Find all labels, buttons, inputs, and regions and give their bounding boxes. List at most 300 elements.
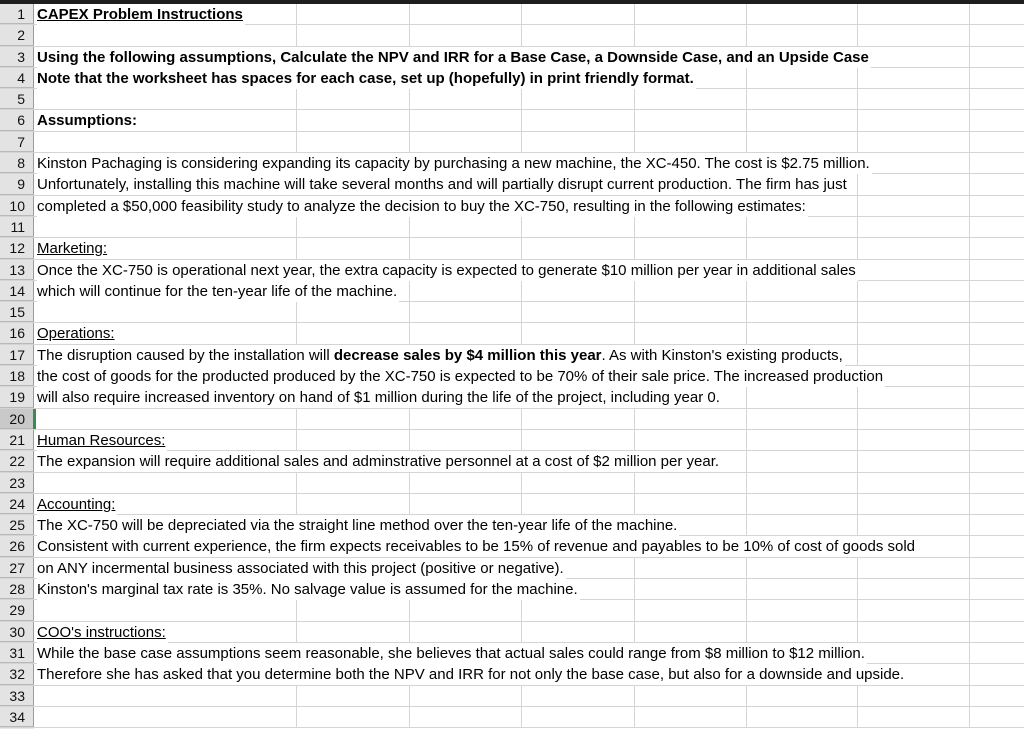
column-gridline	[409, 473, 410, 493]
cell-text	[37, 174, 849, 195]
cell-text	[37, 558, 566, 579]
column-gridline	[296, 430, 297, 450]
cell-text-segment: completed a $50,000 feasibility study to analyze the decision to buy the XC-750, resulting in the following estimates:	[37, 197, 806, 215]
column-gridline	[969, 430, 970, 450]
column-gridline	[296, 409, 297, 429]
table-row[interactable]	[0, 4, 1024, 25]
cell-text-segment: While the base case assumptions seem reasonable, she believes that actual sales could range from $8 million to $12 million.	[37, 644, 865, 662]
row-cells[interactable]	[34, 686, 1024, 706]
column-gridline	[746, 281, 747, 301]
column-gridline	[409, 238, 410, 258]
column-gridline	[969, 409, 970, 429]
row-cells[interactable]	[34, 4, 1024, 24]
cell-text-segment: The disruption caused by the installation will	[37, 346, 334, 364]
table-row[interactable]	[0, 686, 1024, 707]
row-header[interactable]: 32	[0, 664, 34, 684]
row-cells[interactable]	[34, 238, 1024, 258]
column-gridline	[296, 686, 297, 706]
column-gridline	[634, 238, 635, 258]
column-gridline	[857, 110, 858, 130]
cell-text-segment: on ANY incermental business associated with this project (positive or negative).	[37, 559, 564, 577]
column-gridline	[969, 366, 970, 386]
row-header[interactable]: 10	[0, 196, 34, 216]
cell-text	[37, 515, 679, 536]
column-gridline	[521, 686, 522, 706]
row-header[interactable]: 17	[0, 345, 34, 365]
column-gridline	[296, 302, 297, 322]
column-gridline	[746, 600, 747, 620]
row-cells[interactable]	[34, 89, 1024, 109]
column-gridline	[857, 515, 858, 535]
column-gridline	[409, 600, 410, 620]
column-gridline	[857, 345, 858, 365]
column-gridline	[634, 323, 635, 343]
column-gridline	[969, 238, 970, 258]
cell-text-segment: Accounting:	[37, 495, 116, 513]
column-gridline	[746, 579, 747, 599]
row-header[interactable]: 7	[0, 132, 34, 152]
table-row[interactable]	[0, 558, 1024, 579]
table-row[interactable]	[0, 387, 1024, 408]
column-gridline	[969, 174, 970, 194]
row-cells[interactable]	[34, 323, 1024, 343]
column-gridline	[969, 558, 970, 578]
cell-text	[37, 494, 117, 515]
cell-text-segment: Therefore she has asked that you determine both the NPV and IRR for not only the base case, but also for a downside and upside.	[37, 666, 905, 684]
cell-text-segment: Assumptions:	[37, 112, 138, 130]
table-row[interactable]	[0, 132, 1024, 153]
column-gridline	[296, 110, 297, 130]
column-gridline	[296, 600, 297, 620]
table-row[interactable]	[0, 473, 1024, 494]
row-cells[interactable]	[34, 451, 1024, 471]
column-gridline	[409, 4, 410, 24]
cell-text-segment: CAPEX Problem Instructions	[37, 6, 243, 23]
column-gridline	[857, 494, 858, 514]
cell-text	[37, 47, 871, 68]
column-gridline	[296, 4, 297, 24]
column-gridline	[409, 217, 410, 237]
row-cells[interactable]	[34, 494, 1024, 514]
cell-text-segment: Unfortunately, installing this machine will take several months and will partially disrupt current production. The firm has just	[37, 176, 847, 194]
column-gridline	[969, 600, 970, 620]
table-row[interactable]	[0, 515, 1024, 536]
table-row[interactable]	[0, 174, 1024, 195]
row-header[interactable]: 18	[0, 366, 34, 386]
row-cells[interactable]	[34, 664, 1024, 684]
column-gridline	[746, 387, 747, 407]
column-gridline	[857, 196, 858, 216]
table-row[interactable]	[0, 430, 1024, 451]
column-gridline	[969, 302, 970, 322]
row-header[interactable]: 15	[0, 302, 34, 322]
column-gridline	[746, 217, 747, 237]
row-header[interactable]: 8	[0, 153, 34, 173]
column-gridline	[521, 707, 522, 727]
column-gridline	[746, 89, 747, 109]
column-gridline	[746, 558, 747, 578]
column-gridline	[969, 25, 970, 45]
cell-text-segment: will also require increased inventory on hand of $1 million during the life of the project, including year 0.	[37, 389, 720, 407]
column-gridline	[969, 132, 970, 152]
column-gridline	[746, 686, 747, 706]
column-gridline	[409, 110, 410, 130]
column-gridline	[521, 25, 522, 45]
column-gridline	[969, 47, 970, 67]
row-cells[interactable]	[34, 302, 1024, 322]
cell-text	[37, 281, 399, 302]
column-gridline	[969, 110, 970, 130]
column-gridline	[521, 494, 522, 514]
column-gridline	[969, 451, 970, 471]
cell-text	[37, 4, 245, 25]
table-row[interactable]	[0, 536, 1024, 557]
row-cells[interactable]	[34, 174, 1024, 194]
row-cells[interactable]	[34, 196, 1024, 216]
row-cells[interactable]	[34, 345, 1024, 365]
column-gridline	[634, 600, 635, 620]
table-row[interactable]	[0, 110, 1024, 131]
row-cells[interactable]	[34, 643, 1024, 663]
row-header[interactable]: 28	[0, 579, 34, 599]
column-gridline	[521, 281, 522, 301]
row-header[interactable]: 6	[0, 110, 34, 130]
column-gridline	[969, 536, 970, 556]
table-row[interactable]	[0, 579, 1024, 600]
row-cells[interactable]	[34, 622, 1024, 642]
column-gridline	[634, 281, 635, 301]
column-gridline	[409, 494, 410, 514]
table-row[interactable]	[0, 47, 1024, 68]
column-gridline	[409, 281, 410, 301]
column-gridline	[969, 579, 970, 599]
table-row[interactable]	[0, 68, 1024, 89]
cell-text	[37, 153, 872, 174]
column-gridline	[969, 515, 970, 535]
column-gridline	[746, 110, 747, 130]
cell-text	[37, 366, 885, 387]
cell-text-segment: Consistent with current experience, the firm expects receivables to be 15% of revenue and payables to be 10% of cost of goods sold	[37, 538, 916, 556]
column-gridline	[409, 132, 410, 152]
column-gridline	[409, 89, 410, 109]
cell-text	[37, 387, 722, 408]
table-row[interactable]	[0, 707, 1024, 728]
cell-text-segment: Operations:	[37, 325, 115, 343]
column-gridline	[634, 622, 635, 642]
table-row[interactable]	[0, 260, 1024, 281]
column-gridline	[969, 68, 970, 88]
column-gridline	[746, 473, 747, 493]
column-gridline	[296, 25, 297, 45]
row-header[interactable]: 20	[0, 409, 34, 429]
table-row[interactable]	[0, 622, 1024, 643]
row-header[interactable]: 26	[0, 536, 34, 556]
table-row[interactable]	[0, 643, 1024, 664]
row-cells[interactable]	[34, 217, 1024, 237]
row-header[interactable]: 29	[0, 600, 34, 620]
row-header[interactable]: 24	[0, 494, 34, 514]
column-gridline	[857, 558, 858, 578]
column-gridline	[969, 89, 970, 109]
column-gridline	[857, 174, 858, 194]
spreadsheet-grid[interactable]	[0, 4, 1024, 728]
column-gridline	[296, 132, 297, 152]
column-gridline	[521, 600, 522, 620]
table-row[interactable]	[0, 600, 1024, 621]
row-header[interactable]: 23	[0, 473, 34, 493]
cell-text	[37, 536, 917, 557]
row-header[interactable]: 13	[0, 260, 34, 280]
column-gridline	[746, 25, 747, 45]
column-gridline	[296, 238, 297, 258]
cell-text	[37, 110, 139, 131]
column-gridline	[857, 600, 858, 620]
column-gridline	[746, 494, 747, 514]
column-gridline	[634, 707, 635, 727]
table-row[interactable]	[0, 345, 1024, 366]
row-header[interactable]: 34	[0, 707, 34, 727]
column-gridline	[969, 622, 970, 642]
row-cells[interactable]	[34, 600, 1024, 620]
cell-text-segment: The XC-750 will be depreciated via the straight line method over the ten-year life of the machine.	[37, 517, 678, 535]
column-gridline	[296, 217, 297, 237]
row-cells[interactable]	[34, 47, 1024, 67]
column-gridline	[857, 68, 858, 88]
row-cells[interactable]	[34, 281, 1024, 301]
column-gridline	[521, 473, 522, 493]
table-row[interactable]	[0, 494, 1024, 515]
column-gridline	[969, 707, 970, 727]
column-gridline	[521, 4, 522, 24]
column-gridline	[521, 110, 522, 130]
table-row[interactable]	[0, 196, 1024, 217]
table-row[interactable]	[0, 153, 1024, 174]
column-gridline	[746, 515, 747, 535]
column-gridline	[857, 281, 858, 301]
row-header[interactable]: 19	[0, 387, 34, 407]
column-gridline	[409, 409, 410, 429]
cell-text	[37, 579, 580, 600]
column-gridline	[409, 430, 410, 450]
row-cells[interactable]	[34, 260, 1024, 280]
column-gridline	[969, 473, 970, 493]
row-header[interactable]: 30	[0, 622, 34, 642]
column-gridline	[857, 387, 858, 407]
column-gridline	[857, 302, 858, 322]
column-gridline	[634, 132, 635, 152]
column-gridline	[634, 579, 635, 599]
column-gridline	[969, 387, 970, 407]
cell-text-segment: decrease sales by $4 million this year	[333, 346, 602, 364]
cell-text-segment: Marketing:	[37, 240, 108, 258]
column-gridline	[969, 643, 970, 663]
column-gridline	[521, 217, 522, 237]
column-gridline	[521, 302, 522, 322]
column-gridline	[746, 409, 747, 429]
cell-text-segment: COO's instructions:	[37, 623, 166, 641]
table-row[interactable]	[0, 323, 1024, 344]
row-header[interactable]: 33	[0, 686, 34, 706]
row-cells[interactable]	[34, 473, 1024, 493]
column-gridline	[857, 707, 858, 727]
column-gridline	[746, 323, 747, 343]
column-gridline	[296, 473, 297, 493]
row-cells[interactable]	[34, 409, 1024, 429]
row-header[interactable]: 9	[0, 174, 34, 194]
table-row[interactable]	[0, 366, 1024, 387]
column-gridline	[857, 238, 858, 258]
row-header[interactable]: 22	[0, 451, 34, 471]
row-header[interactable]: 25	[0, 515, 34, 535]
column-gridline	[521, 132, 522, 152]
column-gridline	[296, 323, 297, 343]
row-cells[interactable]	[34, 25, 1024, 45]
column-gridline	[746, 302, 747, 322]
table-row[interactable]	[0, 238, 1024, 259]
column-gridline	[746, 238, 747, 258]
column-gridline	[409, 302, 410, 322]
cell-text	[37, 345, 845, 366]
column-gridline	[634, 89, 635, 109]
row-cells[interactable]	[34, 132, 1024, 152]
row-cells[interactable]	[34, 366, 1024, 386]
column-gridline	[969, 494, 970, 514]
row-header[interactable]: 12	[0, 238, 34, 258]
row-cells[interactable]	[34, 707, 1024, 727]
column-gridline	[521, 409, 522, 429]
row-cells[interactable]	[34, 515, 1024, 535]
row-cells[interactable]	[34, 579, 1024, 599]
column-gridline	[969, 4, 970, 24]
table-row[interactable]	[0, 89, 1024, 110]
column-gridline	[746, 68, 747, 88]
row-cells[interactable]	[34, 68, 1024, 88]
cell-text	[37, 430, 167, 451]
column-gridline	[746, 707, 747, 727]
table-row[interactable]	[0, 25, 1024, 46]
column-gridline	[857, 579, 858, 599]
row-header[interactable]: 2	[0, 25, 34, 45]
column-gridline	[521, 430, 522, 450]
column-gridline	[857, 25, 858, 45]
cell-text-segment: The expansion will require additional sales and adminstrative personnel at a cost of $2 million per year.	[37, 453, 720, 471]
column-gridline	[634, 110, 635, 130]
cell-text	[37, 323, 117, 344]
column-gridline	[296, 622, 297, 642]
row-header[interactable]: 5	[0, 89, 34, 109]
column-gridline	[857, 4, 858, 24]
row-header[interactable]: 31	[0, 643, 34, 663]
column-gridline	[521, 238, 522, 258]
cell-text	[37, 68, 696, 89]
column-gridline	[746, 430, 747, 450]
cell-text-segment: Kinston's marginal tax rate is 35%. No salvage value is assumed for the machine.	[37, 581, 578, 599]
column-gridline	[409, 686, 410, 706]
cell-text-segment: which will continue for the ten-year life of the machine.	[37, 282, 398, 300]
cell-text-segment: Note that the worksheet has spaces for each case, set up (hopefully) in print friendly format.	[37, 69, 694, 87]
row-header[interactable]: 1	[0, 4, 34, 24]
column-gridline	[857, 323, 858, 343]
table-row[interactable]	[0, 664, 1024, 685]
column-gridline	[969, 260, 970, 280]
column-gridline	[857, 430, 858, 450]
column-gridline	[409, 707, 410, 727]
row-cells[interactable]	[34, 110, 1024, 130]
column-gridline	[634, 686, 635, 706]
column-gridline	[969, 196, 970, 216]
column-gridline	[969, 686, 970, 706]
column-gridline	[857, 622, 858, 642]
table-row[interactable]	[0, 451, 1024, 472]
row-cells[interactable]	[34, 387, 1024, 407]
table-row[interactable]	[0, 409, 1024, 430]
column-gridline	[857, 409, 858, 429]
row-cells[interactable]	[34, 153, 1024, 173]
row-header[interactable]: 4	[0, 68, 34, 88]
column-gridline	[296, 89, 297, 109]
cell-text	[37, 664, 906, 685]
column-gridline	[857, 473, 858, 493]
cell-text-segment: Human Resources:	[37, 431, 166, 449]
cell-text-segment: . As with Kinston's existing products,	[601, 346, 843, 364]
column-gridline	[857, 217, 858, 237]
row-header[interactable]: 27	[0, 558, 34, 578]
column-gridline	[746, 622, 747, 642]
column-gridline	[969, 153, 970, 173]
table-row[interactable]	[0, 217, 1024, 238]
column-gridline	[521, 622, 522, 642]
cell-text	[37, 451, 721, 472]
table-row[interactable]	[0, 302, 1024, 323]
column-gridline	[296, 707, 297, 727]
row-header[interactable]: 3	[0, 47, 34, 67]
row-cells[interactable]	[34, 536, 1024, 556]
column-gridline	[634, 430, 635, 450]
selected-cell-indicator	[33, 409, 36, 429]
column-gridline	[409, 25, 410, 45]
column-gridline	[969, 664, 970, 684]
row-cells[interactable]	[34, 430, 1024, 450]
cell-text	[37, 643, 867, 664]
cell-text-segment: Kinston Pachaging is considering expanding its capacity by purchasing a new machine, the XC-450. The cost is $2.75 million.	[37, 155, 870, 173]
column-gridline	[634, 302, 635, 322]
row-header[interactable]: 14	[0, 281, 34, 301]
row-cells[interactable]	[34, 558, 1024, 578]
cell-text	[37, 622, 168, 643]
column-gridline	[409, 323, 410, 343]
table-row[interactable]	[0, 281, 1024, 302]
column-gridline	[969, 345, 970, 365]
column-gridline	[857, 451, 858, 471]
column-gridline	[746, 451, 747, 471]
column-gridline	[521, 89, 522, 109]
cell-text	[37, 238, 109, 259]
row-header[interactable]: 21	[0, 430, 34, 450]
row-header[interactable]: 16	[0, 323, 34, 343]
row-header[interactable]: 11	[0, 217, 34, 237]
column-gridline	[634, 473, 635, 493]
cell-text	[37, 260, 858, 281]
column-gridline	[969, 217, 970, 237]
column-gridline	[969, 323, 970, 343]
column-gridline	[969, 281, 970, 301]
column-gridline	[409, 622, 410, 642]
column-gridline	[634, 25, 635, 45]
column-gridline	[634, 217, 635, 237]
column-gridline	[634, 494, 635, 514]
column-gridline	[857, 89, 858, 109]
cell-text	[37, 196, 808, 217]
